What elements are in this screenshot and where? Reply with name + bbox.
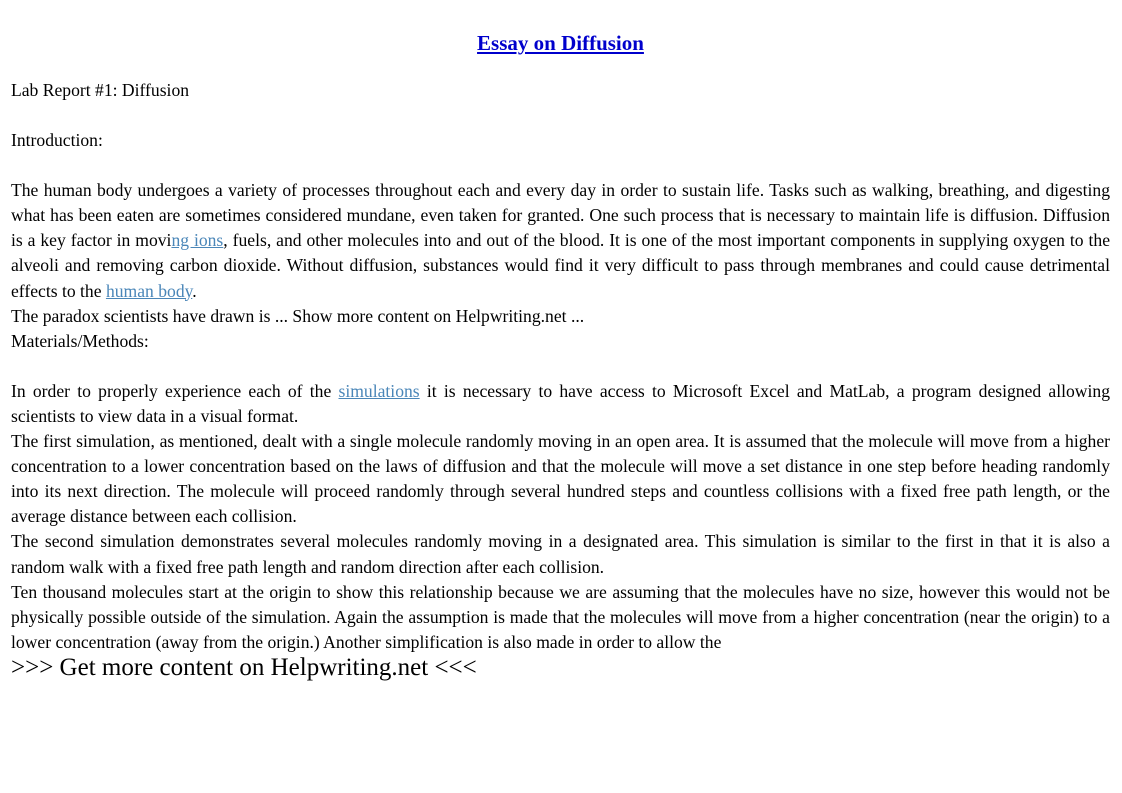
methods-text-1: In order to properly experience each of the	[11, 380, 339, 401]
methods-label: Materials/Methods:	[11, 330, 149, 351]
ten-thousand-molecules-paragraph: Ten thousand molecules start at the origin to show this relationship because we are assuming that the molecules have no size, however this would not be physically possible outside of the simulation. Again the assumption is made that the molecules will move from a higher concentration (near the origin) to a lower concentration (away from the origin.) Another simplification is also made in order to allow the	[11, 581, 1110, 652]
methods-text-2: it is necessary to have access to Microsoft Excel and MatLab, a program designed allowing scientists to view data in a visual format.	[11, 380, 1110, 426]
methods-paragraph	[11, 379, 1110, 429]
intro-text-3: .	[192, 280, 197, 301]
human-body-link[interactable]: human body	[105, 280, 193, 301]
simulations-link[interactable]: simulations	[338, 380, 420, 401]
intro-text-1: The human body undergoes a variety of processes throughout each and every day in order to sustain life. Tasks such as walking, breathing, and digesting what has been eaten are sometimes considered mundane, even taken for granted. One such process that is necessary to maintain life is diffusion. Diffusion is a key factor in movi	[11, 180, 1110, 251]
intro-text-2: , fuels, and other molecules into and out of the blood. It is one of the most important components in supplying oxygen to the alveoli and removing carbon dioxide. Without diffusion, substances would find it very difficult to pass through membranes and could cause detrimental effects to the	[11, 230, 1111, 301]
second-simulation-paragraph: The second simulation demonstrates several molecules randomly moving in a designated area. This simulation is similar to the first in that it is also a random walk with a fixed free path length and random direction after each collision.	[11, 531, 1110, 577]
introduction-paragraph	[11, 178, 1110, 303]
paradox-line: The paradox scientists have drawn is ... Show more content on Helpwriting.net ...	[11, 305, 585, 326]
title-link[interactable]: Essay on Diffusion	[477, 31, 644, 55]
ions-link[interactable]: ng ions	[171, 230, 224, 251]
page-title	[11, 29, 1110, 57]
get-more-content-link[interactable]: >>> Get more content on Helpwriting.net <<<	[11, 653, 477, 681]
introduction-label: Introduction:	[11, 130, 103, 151]
first-simulation-paragraph: The first simulation, as mentioned, dealt with a single molecule randomly moving in an open area. It is assumed that the molecule will move from a higher concentration to a lower concentration based on the laws of diffusion and that the molecule will move a set distance in one step before heading randomly into its next direction. The molecule will proceed randomly through several hundred steps and countless collisions with a fixed free path length, or the average distance between each collision.	[11, 431, 1110, 527]
report-heading: Lab Report #1: Diffusion	[11, 80, 190, 100]
essay-body	[11, 78, 1110, 655]
